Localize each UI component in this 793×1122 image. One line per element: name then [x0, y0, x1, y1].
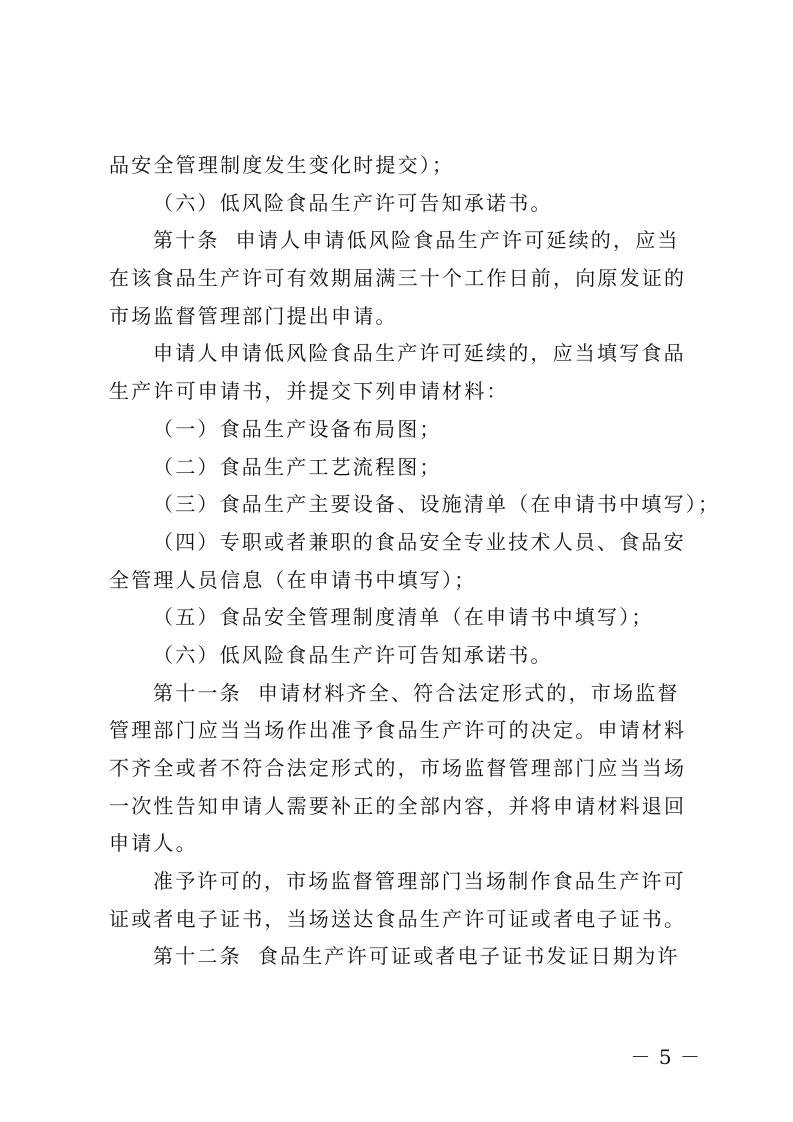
text-line — [109, 524, 689, 562]
line-text: 品安全管理制度发生变化时提交）； — [109, 153, 455, 177]
line-text: 在该食品生产许可有效期届满三十个工作日前，向原发证的 — [109, 266, 687, 291]
line-text: 全管理人员信息（在申请书中填写）； — [109, 567, 477, 592]
line-text: （六）低风险食品生产许可告知承诺书。 — [153, 190, 553, 215]
line-text: （二）食品生产工艺流程图； — [153, 454, 442, 479]
text-line — [109, 411, 689, 449]
line-text: （三）食品生产主要设备、设施清单（在申请书中填写）； — [153, 492, 721, 517]
line-text: 生产许可申请书，并提交下列申请材料： — [109, 379, 509, 404]
line-text: （五）食品安全管理制度清单（在申请书中填写）； — [153, 605, 654, 630]
text-line — [109, 449, 689, 487]
line-text: 准予许可的，市场监督管理部门当场制作食品生产许可 — [153, 869, 686, 894]
text-line — [109, 599, 689, 637]
text-line — [109, 373, 689, 411]
line-text: 食品生产许可证或者电子证书发证日期为许 — [257, 944, 680, 969]
text-line — [109, 335, 689, 373]
text-line — [109, 185, 689, 223]
line-text: 证或者电子证书，当场送达食品生产许可证或者电子证书。 — [109, 906, 687, 931]
line-text: 申请人。 — [109, 831, 198, 856]
article-11-line — [109, 675, 689, 713]
text-line — [109, 825, 689, 863]
line-text: 申请材料齐全、符合法定形式的，市场监督 — [257, 680, 680, 705]
text-line — [109, 788, 689, 826]
text-line — [109, 260, 689, 298]
line-text: 市场监督管理部门提出申请。 — [109, 303, 398, 328]
article-number: 第十二条 — [153, 944, 242, 969]
line-text: 申请人申请低风险食品生产许可延续的，应当填写食品 — [153, 341, 686, 366]
text-line — [109, 562, 689, 600]
text-line — [109, 863, 689, 901]
article-10-line — [109, 222, 689, 260]
text-line — [109, 637, 689, 675]
line-text: 一次性告知申请人需要补正的全部内容，并将申请材料退回 — [109, 793, 687, 818]
line-text: （四）专职或者兼职的食品安全专业技术人员、食品安 — [153, 529, 686, 554]
line-text: 不齐全或者不符合法定形式的，市场监督管理部门应当当场 — [109, 756, 687, 780]
text-line — [109, 298, 689, 336]
line-text: （一）食品生产设备布局图； — [153, 416, 442, 441]
text-line — [109, 486, 721, 524]
line-text: 申请人申请低风险食品生产许可延续的，应当 — [235, 228, 680, 253]
document-body — [109, 147, 721, 976]
line-text: （六）低风险食品生产许可告知承诺书。 — [153, 642, 553, 667]
article-number: 第十一条 — [153, 680, 242, 705]
text-line — [109, 750, 689, 788]
article-number: 第十条 — [153, 228, 220, 253]
text-line — [109, 712, 689, 750]
line-text: 管理部门应当当场作出准予食品生产许可的决定。申请材料 — [109, 718, 687, 743]
page-number: － 5 － — [630, 1045, 701, 1069]
text-line — [109, 147, 689, 185]
article-12-line — [109, 938, 689, 976]
text-line — [109, 901, 689, 939]
